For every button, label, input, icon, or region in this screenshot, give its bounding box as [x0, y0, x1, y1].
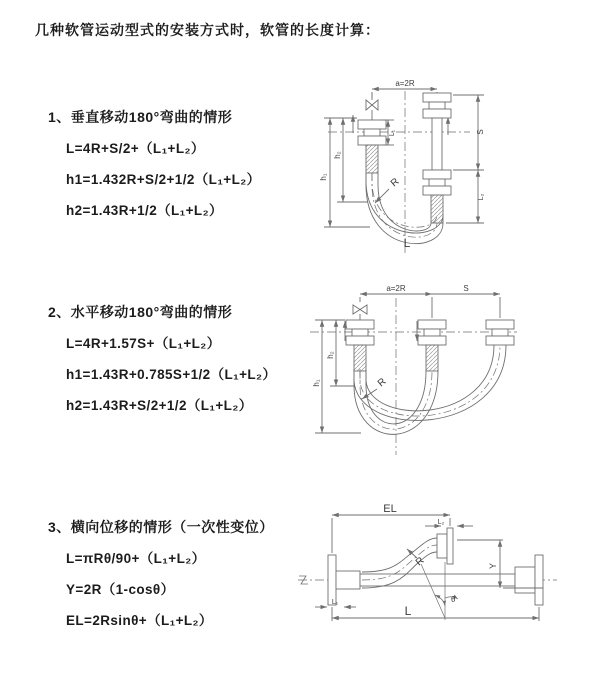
formula-h1: h1=1.43R+0.785S+1/2（L₁+L₂）	[66, 367, 277, 382]
dim-label-s: S	[463, 284, 469, 293]
formula-y: Y=2R（1-cosθ）	[66, 582, 175, 597]
radius-label: R	[388, 176, 402, 190]
left-hose-braid	[366, 145, 378, 173]
dim-label-h2: h₂	[326, 351, 335, 359]
left-flange-fitting	[358, 120, 386, 145]
section-3-heading: 3、横向位移的情形（一次性变位）	[48, 519, 274, 535]
angle-radius-line	[421, 564, 445, 618]
diagram-lateral-displacement	[295, 500, 600, 650]
length-label: L	[403, 236, 411, 250]
dim-label-h2: h₂	[333, 151, 342, 159]
angle-label: θ	[451, 595, 456, 604]
straight-pipe	[360, 574, 515, 586]
dim-label-l2: L₂	[437, 519, 445, 526]
angle-arc-left	[435, 595, 445, 606]
right-flange-fitting-lower	[423, 170, 451, 195]
diagram-horizontal-180-bend	[305, 283, 600, 458]
dim-label-l: L	[404, 604, 412, 618]
page-title: 几种软管运动型式的安装方式时，软管的长度计算：	[35, 22, 380, 38]
formula-l: L=4R+S/2+（L₁+L₂）	[66, 141, 205, 156]
left-flange-fitting	[346, 320, 374, 345]
radius-label: R	[375, 376, 389, 390]
displaced-end-flange	[437, 528, 453, 564]
section-2-formulas	[66, 328, 276, 421]
dim-label-l1: L₁	[389, 129, 396, 137]
dim-label-l2: L₂	[478, 193, 485, 201]
formula-h2: h2=1.43R+1/2（L₁+L₂）	[66, 203, 223, 218]
middle-hose-braid	[426, 345, 438, 371]
dim-label-el: EL	[383, 503, 397, 515]
dim-label-a2r: a=2R	[395, 79, 415, 88]
section-3-formulas	[66, 543, 274, 636]
middle-flange-fitting	[418, 320, 446, 345]
left-flange	[328, 555, 360, 605]
formula-l: L=πRθ/90+（L₁+L₂）	[66, 551, 206, 566]
dim-label-a2r: a=2R	[386, 284, 406, 293]
formula-h1: h1=1.432R+S/2+1/2（L₁+L₂）	[66, 172, 261, 187]
radius-label: R	[413, 555, 427, 569]
diagram-vertical-180-bend	[310, 75, 595, 260]
formula-el: EL=2Rsinθ+（L₁+L₂）	[66, 613, 213, 628]
dim-label-h1: h₁	[312, 379, 321, 387]
dim-label-y: Y	[488, 562, 498, 570]
dim-label-s: S	[476, 129, 485, 135]
left-hose-braid	[354, 345, 366, 371]
dim-label-h1: h₁	[319, 173, 328, 181]
valve-icon	[353, 305, 367, 314]
right-flange	[515, 555, 543, 605]
right-flange-fitting	[486, 320, 514, 345]
right-flange-fitting-upper	[423, 93, 451, 118]
formula-l: L=4R+1.57S+（L₁+L₂）	[66, 336, 221, 351]
section-lateral-displacement	[48, 517, 274, 636]
section-horizontal-bend	[48, 302, 276, 421]
dim-label-l1: L₁	[331, 599, 339, 606]
formula-h2: h2=1.43R+S/2+1/2（L₁+L₂）	[66, 398, 253, 413]
section-1-formulas	[66, 133, 261, 226]
right-hose-braid	[431, 195, 443, 223]
section-2-heading: 2、水平移动180°弯曲的情形	[48, 304, 233, 320]
valve-icon	[366, 100, 378, 110]
radius-leader	[375, 189, 389, 203]
section-1-heading: 1、垂直移动180°弯曲的情形	[48, 109, 233, 125]
section-vertical-bend	[48, 107, 261, 226]
